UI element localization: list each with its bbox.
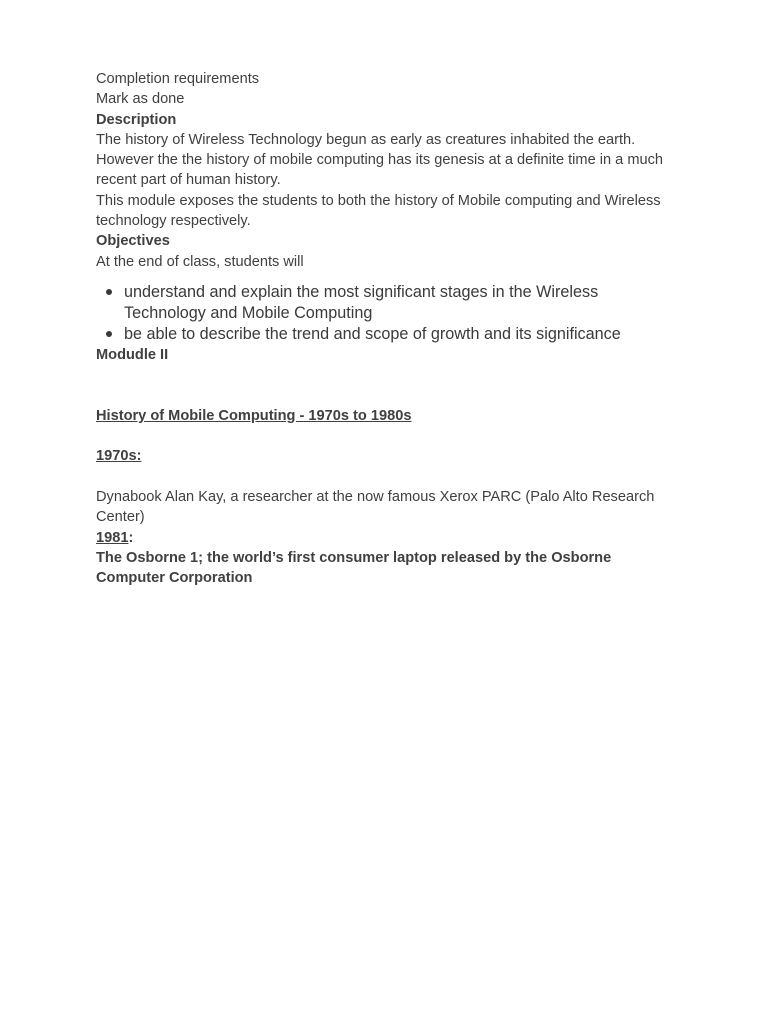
decade-1970s-heading: 1970s: bbox=[96, 448, 142, 465]
year-1981-label: 1981 bbox=[96, 529, 129, 546]
module-title: Modudle II bbox=[96, 346, 169, 363]
year-1981-colon: : bbox=[128, 529, 134, 546]
completion-requirements-link[interactable]: Completion requirements bbox=[96, 71, 260, 87]
objectives-list bbox=[96, 282, 672, 345]
osborne-paragraph: The Osborne 1; the world’s first consumer laptop released by the Osborne Computer Corporation bbox=[96, 549, 612, 587]
mark-as-done-button[interactable]: Mark as done bbox=[96, 91, 185, 108]
history-heading: History of Mobile Computing - 1970s to 1980s bbox=[96, 407, 412, 424]
dynabook-paragraph: Dynabook Alan Kay, a researcher at the now famous Xerox PARC (Palo Alto Research Center) bbox=[96, 489, 655, 526]
objectives-intro: At the end of class, students will bbox=[96, 253, 304, 270]
description-paragraph-1: The history of Wireless Technology begun as early as creatures inhabited the earth. However the the history of mobile computing has its genesis at a definite time in a much recent part of human history. bbox=[96, 131, 664, 189]
description-paragraph-2: This module exposes the students to both the history of Mobile computing and Wireless technology respectively. bbox=[96, 192, 661, 230]
year-1981-heading bbox=[96, 528, 672, 548]
list-item: understand and explain the most significant stages in the Wireless Technology and Mobile Computing bbox=[124, 282, 672, 324]
description-heading: Description bbox=[96, 111, 177, 128]
list-item: be able to describe the trend and scope of growth and its significance bbox=[124, 324, 672, 345]
objectives-heading: Objectives bbox=[96, 233, 170, 250]
